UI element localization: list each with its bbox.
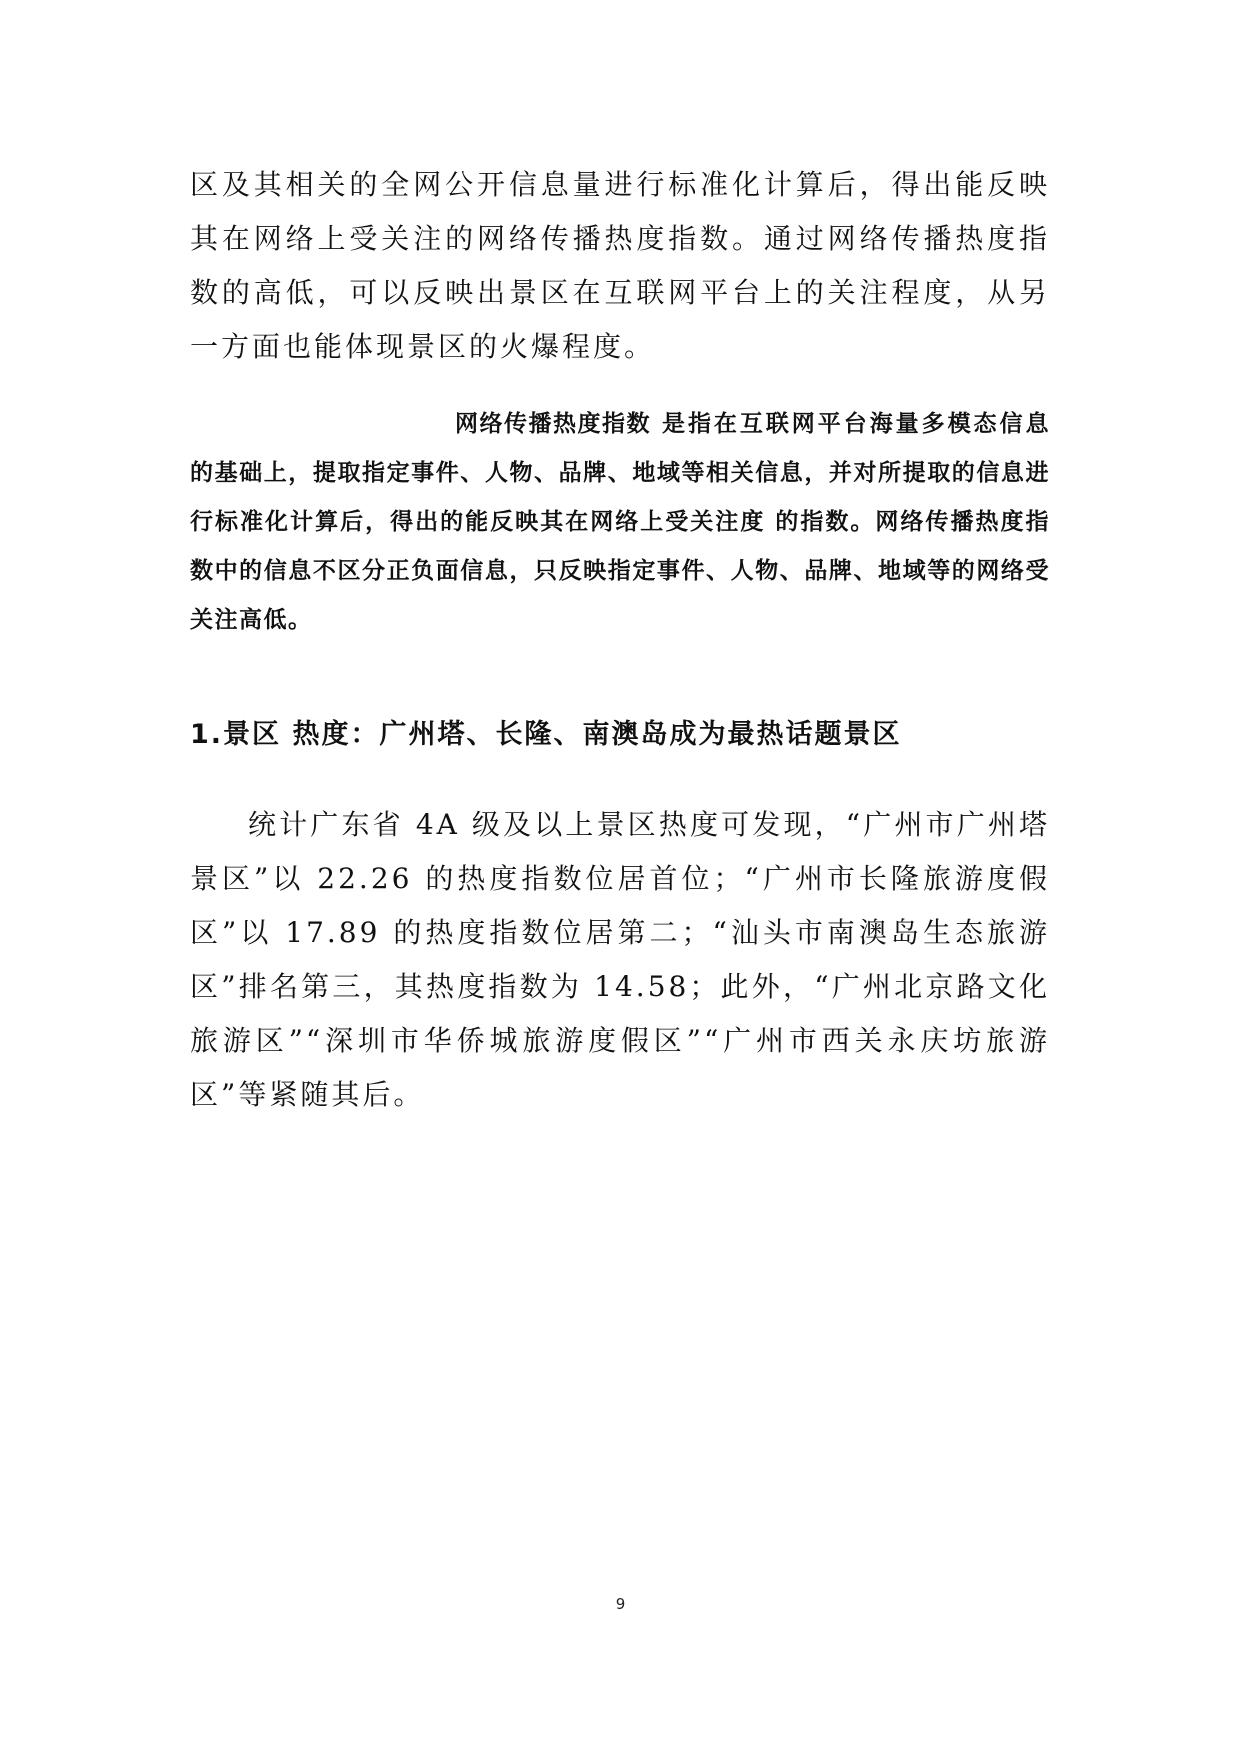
page-number: 9 <box>615 1595 626 1613</box>
intro-paragraph: 区及其相关的全网公开信息量进行标准化计算后，得出能反映其在网络上受关注的网络传播热度指数。通过网络传播热度指数的高低，可以反映出景区在互联网平台上的关注程度，从另一方面也能体现景区的火爆程度。 <box>190 168 1050 363</box>
definition-paragraph <box>190 400 1050 645</box>
definition-term: 网络传播热度指数 <box>455 411 651 437</box>
section-heading: 1.景区 热度：广州塔、长隆、南澳岛成为最热话题景区 <box>190 719 902 750</box>
definition-text: 是指在互联网平台海量多模态信息的基础上，提取指定事件、人物、品牌、地域等相关信息，并对所提取的信息进行标准化计算后，得出的能反映其在网络上受关注度 的指数。网络传播热度指数中的信息不区分正负面信息，只反映指定事件、人物、品牌、地域等的网络受关注高低。 <box>190 411 1050 633</box>
stats-paragraph: 统计广东省 4A 级及以上景区热度可发现，“广州市广州塔景区”以 22.26 的热度指数位居首位；“广州市长隆旅游度假区”以 17.89 的热度指数位居第二；“汕头市南澳岛生态旅游区”排名第三，其热度指数为 14.58；此外，“广州北京路文化旅游区”“深圳市华侨城旅游度假区”“广州市西关永庆坊旅游区”等紧随其后。 <box>190 808 1050 1111</box>
